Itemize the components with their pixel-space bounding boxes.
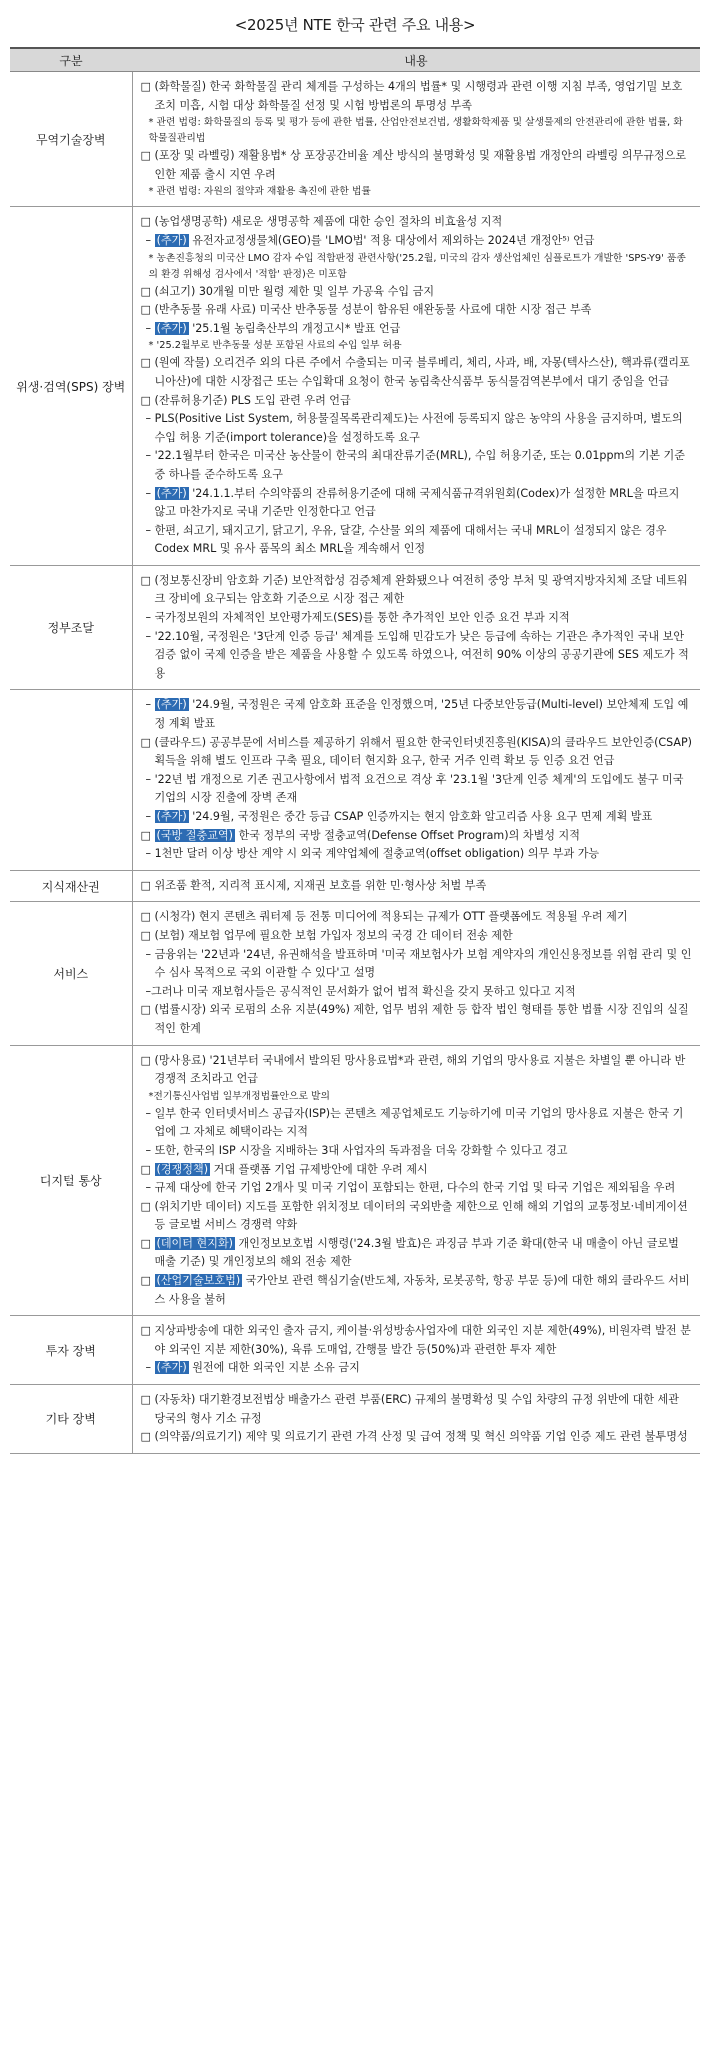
bullet-item <box>141 572 693 609</box>
item-text: – 금융위는 '22년과 '24년, 유권해석을 발표하며 '미국 재보험사가 보험 계약자의 개인신용정보를 위험 관리 및 인수 심사 목적으로 국외 이관할 수 있다'고 설명 <box>145 947 692 980</box>
table-row <box>10 1316 700 1385</box>
bullet-item: □ (산업기술보호법) 국가안보 관련 핵심기술(반도체, 자동차, 로봇공학, 항공 부문 등)에 대한 해외 클라우드 서비스 사용을 불허 <box>140 1274 690 1306</box>
bullet-item: □ (국방 절충교역) 한국 정부의 국방 절충교역(Defense Offset Program)의 차별성 지적 <box>140 828 580 842</box>
bullet-item <box>141 1198 693 1235</box>
row-content <box>132 1385 700 1454</box>
header-category: 구분 <box>10 48 132 72</box>
item-text: □ (망사용료) '21년부터 국내에서 발의된 망사용료법*과 관련, 해외 기업의 망사용료 지불은 차별일 뿐 아니라 반경쟁적 조치라고 언급 <box>140 1053 686 1086</box>
bullet-item <box>141 1322 693 1359</box>
item-text: □ (정보통신장비 암호화 기준) 보안적합성 검증체계 완화됐으나 여전히 중앙 부처 및 광역지방자치체 조달 네트워크 장비에 요구되는 암호화 기준으로 시장 접근 제한 <box>140 573 688 606</box>
bullet-item <box>141 877 693 896</box>
item-text: –그러나 미국 재보험사들은 공식적인 문서화가 없어 법적 확신을 갖지 못하고 있다고 지적 <box>145 984 576 998</box>
item-text: □ (화학물질) 한국 화학물질 관리 체계를 구성하는 4개의 법률* 및 시행령과 관련 이행 지침 부족, 영업기밀 보호조치 미흡, 시험 대상 화학물질 선정 및 시험 방법론의 투명성 부족 <box>140 80 683 112</box>
row-content <box>132 902 700 1045</box>
table-row <box>10 690 700 870</box>
item-text: – 또한, 한국의 ISP 시장을 지배하는 3대 사업자의 독과점을 더욱 강화할 수 있다고 경고 <box>145 1143 568 1157</box>
table-row <box>10 1045 700 1316</box>
footnote <box>141 338 693 354</box>
footnote <box>141 251 693 283</box>
item-text: * 관련 법령: 화학물질의 등록 및 평가 등에 관한 법률, 산업안전보건법, 생활화학제품 및 살생물제의 안전관리에 관한 법률, 화학물질관리법 <box>148 117 683 145</box>
sub-item <box>141 628 693 684</box>
item-text: – 국가정보원의 자체적인 보안평가제도(SES)를 통한 추가적인 보안 인증 요건 부과 지적 <box>145 611 570 625</box>
row-category <box>10 690 132 870</box>
item-text: 유전자교정생물체(GEO)를 'LMO법' 적용 대상에서 제외하는 2024년 개정안⁵⁾ 언급 <box>188 233 595 247</box>
item-text: 거대 플랫폼 기업 규제방안에 대한 우려 제시 <box>210 1162 428 1176</box>
item-text: 원전에 대한 외국인 지분 소유 금지 <box>188 1361 360 1375</box>
table-header <box>10 48 700 72</box>
item-text: □ (법률시장) 외국 로펌의 소유 지분(49%) 제한, 업무 범위 제한 등 합작 법인 형태를 통한 법률 시장 진입의 실질적인 한계 <box>140 1003 689 1035</box>
sub-item <box>141 983 693 1002</box>
sub-item <box>141 609 693 628</box>
added-badge: (추가) <box>156 698 187 712</box>
added-badge: (추가) <box>156 486 187 500</box>
sub-item: – (추가) 원전에 대한 외국인 지분 소유 금지 <box>145 1361 360 1375</box>
table-row <box>10 565 700 690</box>
item-text: *전기통신사업법 일부개정법률안으로 발의 <box>148 1090 330 1102</box>
added-badge: (추가) <box>156 1361 187 1375</box>
item-text: □ (잔류허용기준) PLS 도입 관련 우려 언급 <box>140 393 351 407</box>
bullet-item <box>141 213 693 232</box>
item-text: * '25.2월부로 반추동물 성분 포함된 사료의 수입 일부 허용 <box>148 340 402 352</box>
item-text: □ 지상파방송에 대한 외국인 출자 금지, 케이블·위성방송사업자에 대한 외국인 지분 제한(49%), 비원자력 발전 분야 외국인 지분 제한(30%), 육류 도매업, 간행물 발간 등(50%)과 관련한 투자 제한 <box>140 1324 691 1356</box>
highlight-label: (데이터 현지화) <box>156 1236 233 1250</box>
sub-item <box>141 522 693 559</box>
item-text: □ (보험) 재보험 업무에 필요한 보험 가입자 정보의 국경 간 데이터 전송 제한 <box>140 928 513 942</box>
row-content <box>132 1045 700 1316</box>
added-badge: (추가) <box>156 321 187 335</box>
table-row <box>10 870 700 902</box>
bullet-item <box>141 78 693 115</box>
row-category: 정부조달 <box>10 565 132 690</box>
table-row <box>10 902 700 1045</box>
item-text: '24.1.1.부터 수의약품의 잔류허용기준에 대해 국제식품규격위원회(Codex)가 설정한 MRL을 따르지 않고 마찬가지로 국내 기준만 인정한다고 언급 <box>154 486 680 519</box>
row-category: 투자 장벽 <box>10 1316 132 1385</box>
item-text: * 농촌진흥청의 미국산 LMO 감자 수입 적합판정 관련사항('25.2월, 미국의 감자 생산업체인 심플로트가 개발한 'SPS-Y9' 품종의 환경 위해성 검사에서 '적합' 판정)은 미포함 <box>148 252 686 280</box>
bullet-item <box>141 1428 693 1447</box>
sub-item <box>141 1179 693 1198</box>
item-text: '25.1월 농림축산부의 개정고시* 발표 언급 <box>188 321 401 335</box>
row-content <box>132 870 700 902</box>
sub-item <box>141 771 693 808</box>
sub-item: – (추가) 유전자교정생물체(GEO)를 'LMO법' 적용 대상에서 제외하는 2024년 개정안⁵⁾ 언급 <box>145 233 595 247</box>
footnote <box>141 1089 693 1105</box>
item-text: * 관련 법령: 자원의 절약과 재활용 촉진에 관한 법률 <box>148 186 371 198</box>
footnote <box>141 115 693 147</box>
highlight-label: (국방 절충교역) <box>156 828 233 842</box>
item-text: □ 위조품 환적, 지리적 표시제, 지재권 보호를 위한 민·형사상 처벌 부족 <box>140 878 487 892</box>
page-title: <2025년 NTE 한국 관련 주요 내용> <box>234 16 476 34</box>
item-text: □ (위치기반 데이터) 지도를 포함한 위치정보 데이터의 국외반출 제한으로 인해 해외 기업의 교통정보·네비게이션 등 글로벌 서비스 경쟁력 약화 <box>140 1199 688 1232</box>
sub-item <box>141 1142 693 1161</box>
row-category: 위생·검역(SPS) 장벽 <box>10 207 132 566</box>
item-text: □ (자동차) 대기환경보전법상 배출가스 관련 부품(ERC) 규제의 불명확성 및 수입 차량의 규정 위반에 대한 세관 당국의 형사 기소 규정 <box>140 1393 679 1425</box>
sub-item <box>141 946 693 983</box>
row-content <box>132 72 700 207</box>
highlight-label: (산업기술보호법) <box>156 1274 241 1288</box>
table-row <box>10 72 700 207</box>
row-content <box>132 1316 700 1385</box>
item-text: – PLS(Positive List System, 허용물질목록관리제도)는 사전에 등록되지 않은 농약의 사용을 금지하며, 별도의 수입 허용 기준(import tolerance)을 설정하도록 요구 <box>145 412 683 444</box>
item-text: – 1천만 달러 이상 방산 계약 시 외국 계약업체에 절충교역(offset obligation) 의무 부과 가능 <box>145 847 600 861</box>
sub-item <box>141 410 693 447</box>
bullet-item <box>141 392 693 411</box>
bullet-item <box>141 301 693 320</box>
row-category: 기타 장벽 <box>10 1385 132 1454</box>
row-category: 서비스 <box>10 902 132 1045</box>
item-text: 한국 정부의 국방 절충교역(Defense Offset Program)의 차별성 지적 <box>235 828 580 842</box>
bullet-item <box>141 147 693 184</box>
item-text: □ (클라우드) 공공부문에 서비스를 제공하기 위해서 필요한 한국인터넷진흥원(KISA)의 클라우드 보안인증(CSAP) 획득을 위해 별도 인프라 구축 필요, 데이터 현지화 요구, 한국 거주 인력 확보 등 인증 요건 언급 <box>140 735 693 768</box>
row-category: 무역기술장벽 <box>10 72 132 207</box>
sub-item <box>141 1105 693 1142</box>
item-text: – '22년 법 개정으로 기존 권고사항에서 법적 요건으로 격상 후 '23.1월 '3단계 인증 체계'의 도입에도 불구 미국 기업의 시장 진출에 장벽 존재 <box>145 772 684 805</box>
item-text: – 한편, 쇠고기, 돼지고기, 닭고기, 우유, 달걀, 수산물 외의 제품에 대해서는 국내 MRL이 설정되지 않은 경우 Codex MRL 및 유사 품목의 최소 MRL을 계속해서 인정 <box>145 523 667 556</box>
row-content <box>132 207 700 566</box>
bullet-item: □ (경쟁정책) 거대 플랫폼 기업 규제방안에 대한 우려 제시 <box>140 1162 428 1176</box>
table-row <box>10 207 700 566</box>
item-text: □ (반추동물 유래 사료) 미국산 반추동물 성분이 함유된 애완동물 사료에 대한 시장 접근 부족 <box>140 303 592 317</box>
item-text: 국가안보 관련 핵심기술(반도체, 자동차, 로봇공학, 항공 부문 등)에 대한 해외 클라우드 서비스 사용을 불허 <box>154 1274 690 1306</box>
bullet-item: □ (데이터 현지화) 개인정보보호법 시행령('24.3월 발효)은 과징금 부과 기준 확대(한국 내 매출이 아닌 글로벌 매출 기준) 및 개인정보의 해외 전송 제한 <box>140 1236 679 1269</box>
bullet-item <box>141 908 693 927</box>
bullet-item <box>141 283 693 302</box>
sub-item <box>141 845 693 864</box>
sub-item <box>141 447 693 484</box>
item-text: – '22.1월부터 한국은 미국산 농산물이 한국의 최대잔류기준(MRL), 수입 허용기준, 또는 0.01ppm의 기본 기준 중 하나를 준수하도록 요구 <box>145 449 685 481</box>
item-text: 개인정보보호법 시행령('24.3월 발효)은 과징금 부과 기준 확대(한국 내 매출이 아닌 글로벌 매출 기준) 및 개인정보의 해외 전송 제한 <box>154 1236 679 1269</box>
row-content <box>132 690 700 870</box>
item-text: – '22.10월, 국정원은 '3단계 인증 등급' 체계를 도입해 민감도가 낮은 등급에 속하는 기관은 추가적인 국내 보안 검증 없이 국제 인증을 받은 제품을 사용할 수 있도록 하였으나, 여전히 90% 이상의 공공기관에 SES 제도가 적용 <box>145 629 689 680</box>
row-category: 디지털 통상 <box>10 1045 132 1316</box>
header-content: 내용 <box>132 48 700 72</box>
item-text: – 일부 한국 인터넷서비스 공급자(ISP)는 콘텐츠 제공업체로도 기능하기에 미국 기업의 망사용료 지불은 한국 기업에 그 자체로 혜택이라는 지적 <box>145 1106 684 1139</box>
item-text: □ (농업생명공학) 새로운 생명공학 제품에 대한 승인 절차의 비효율성 지적 <box>140 215 503 229</box>
item-text: □ (원예 작물) 오리건주 외의 다른 주에서 수출되는 미국 블루베리, 체리, 사과, 배, 자몽(텍사스산), 핵과류(캘리포니아산)에 대한 시장접근 또는 수입확대 요청이 한국 농림축산식품부 동식물검역본부에서 대기 중임을 언급 <box>140 356 690 388</box>
sub-item: – (추가) '24.1.1.부터 수의약품의 잔류허용기준에 대해 국제식품규격위원회(Codex)가 설정한 MRL을 따르지 않고 마찬가지로 국내 기준만 인정한다고 언급 <box>145 486 680 519</box>
row-content <box>132 565 700 690</box>
table-row <box>10 1385 700 1454</box>
added-badge: (추가) <box>156 233 187 247</box>
item-text: – 규제 대상에 한국 기업 2개사 및 미국 기업이 포함되는 한편, 다수의 한국 기업 및 타국 기업은 제외됨을 우려 <box>145 1181 676 1195</box>
item-text: '24.9월, 국정원은 국제 암호화 표준을 인정했으며, '25년 다중보안등급(Multi-level) 보안체제 도입 예정 계획 발표 <box>154 698 689 731</box>
bullet-item <box>141 927 693 946</box>
item-text: '24.9월, 국정원은 중간 등급 CSAP 인증까지는 현지 암호화 알고리즘 사용 요구 면제 계획 발표 <box>188 810 653 823</box>
highlight-label: (경쟁정책) <box>156 1162 209 1176</box>
item-text: □ (쇠고기) 30개월 미만 월령 제한 및 일부 가공육 수입 금지 <box>140 284 435 298</box>
item-text: □ (시청각) 현지 콘텐츠 쿼터제 등 전통 미디어에 적용되는 규제가 OTT 플랫폼에도 적용될 우려 제기 <box>140 910 628 924</box>
footnote <box>141 184 693 200</box>
table-body <box>10 72 700 1454</box>
item-text: □ (의약품/의료기기) 제약 및 의료기기 관련 가격 산정 및 급여 정책 및 혁신 의약품 기업 인증 제도 관련 불투명성 <box>140 1430 688 1444</box>
bullet-item <box>141 1001 693 1038</box>
bullet-item <box>141 1391 693 1428</box>
item-text: □ (포장 및 라벨링) 재활용법* 상 포장공간비율 계산 방식의 불명확성 및 재활용법 개정안의 라벨링 의무규정으로 인한 제품 출시 지연 우려 <box>140 149 687 181</box>
added-badge: (추가) <box>156 810 187 823</box>
sub-item: – (추가) '24.9월, 국정원은 국제 암호화 표준을 인정했으며, '25년 다중보안등급(Multi-level) 보안체제 도입 예정 계획 발표 <box>145 698 689 731</box>
bullet-item <box>141 734 693 771</box>
row-category: 지식재산권 <box>10 870 132 902</box>
nte-table <box>10 47 700 1454</box>
bullet-item <box>141 354 693 391</box>
bullet-item <box>141 1052 693 1089</box>
sub-item: – (추가) '25.1월 농림축산부의 개정고시* 발표 언급 <box>145 321 401 335</box>
sub-item: – (추가) '24.9월, 국정원은 중간 등급 CSAP 인증까지는 현지 암호화 알고리즘 사용 요구 면제 계획 발표 <box>145 810 653 823</box>
